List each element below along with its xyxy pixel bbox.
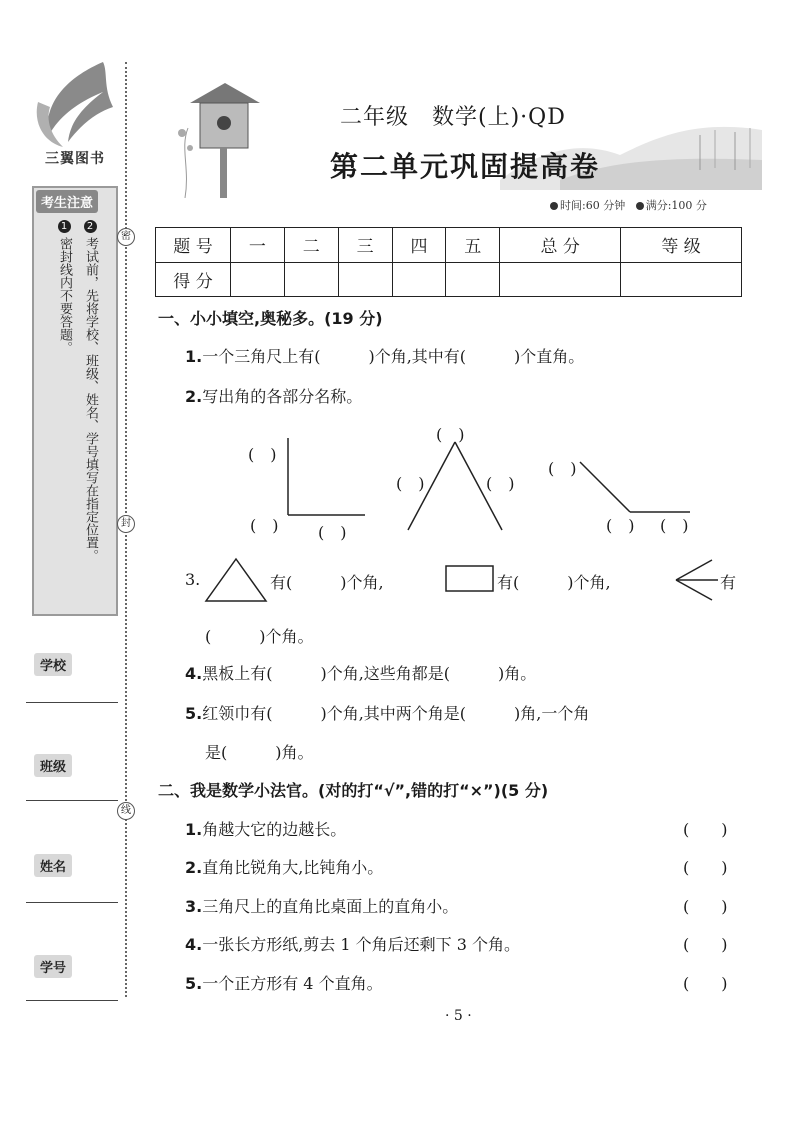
- rectangle-angle-question: 有( )个角,: [497, 573, 611, 592]
- seal-char-xian: 线: [117, 802, 135, 820]
- judge-question-5: [185, 971, 383, 994]
- paper-title: 第二单元巩固提高卷: [330, 150, 601, 183]
- answer-paren[interactable]: ( ): [683, 858, 728, 877]
- question-number: 3.: [185, 897, 203, 916]
- table-header-cell: 三: [338, 228, 392, 263]
- triangle-angle-question: 有( )个角,: [270, 573, 384, 592]
- score-cell[interactable]: [446, 262, 500, 297]
- question-text: 直角比锐角大,比钝角小。: [202, 858, 384, 877]
- question-text: 写出角的各部分名称。: [202, 387, 363, 406]
- blank-right-angle-vertex[interactable]: ( ): [250, 516, 279, 535]
- blank-obtuse-vertex[interactable]: ( ): [606, 516, 635, 535]
- question-text: 一个三角尺上有( )个角,其中有( )个直角。: [202, 347, 585, 366]
- question-1-5-cont: 是( )角。: [205, 743, 314, 762]
- exam-time: 时间:60 分钟: [560, 199, 626, 212]
- table-header-cell: 四: [392, 228, 446, 263]
- blank-acute-right-side[interactable]: ( ): [486, 474, 515, 493]
- table-row: [156, 262, 742, 297]
- name-label: 姓名: [34, 854, 72, 877]
- student-id-field[interactable]: [26, 1000, 118, 1001]
- notice-title: 考生注意: [36, 190, 98, 213]
- question-number: 2.: [185, 387, 203, 406]
- question-number: 3.: [185, 570, 201, 589]
- angle-figure-question-cont: ( )个角。: [205, 627, 314, 646]
- answer-paren[interactable]: ( ): [683, 897, 728, 916]
- question-text: 角越大它的边越长。: [202, 820, 347, 839]
- question-number: 2.: [185, 858, 203, 877]
- question-number: 5.: [185, 974, 203, 993]
- question-1-1: [185, 344, 584, 367]
- triangle-shape-icon: [202, 555, 270, 605]
- section-2-title: 二、我是数学小法官。(对的打“√”,错的打“×”)(5 分): [158, 781, 549, 800]
- blank-acute-left-side[interactable]: ( ): [396, 474, 425, 493]
- judge-question-1: [185, 817, 346, 840]
- question-1-5: [185, 701, 589, 724]
- score-cell[interactable]: [284, 262, 338, 297]
- angle-figure-question: 有: [720, 573, 737, 592]
- question-1-2: [185, 384, 362, 407]
- notice-text-1: 密封线内不要答题。: [57, 237, 72, 354]
- question-text: 一个正方形有 4 个直角。: [202, 974, 383, 993]
- check-circle-icon: [636, 202, 644, 210]
- class-field[interactable]: [26, 800, 118, 801]
- publisher-brand: 三翼图书: [45, 151, 105, 167]
- score-row-label: 得 分: [156, 262, 231, 297]
- notice-number-2: 2: [84, 220, 97, 233]
- answer-paren[interactable]: ( ): [683, 820, 728, 839]
- angle-diagrams: [240, 420, 720, 540]
- score-cell[interactable]: [338, 262, 392, 297]
- score-table: [155, 227, 742, 297]
- rectangle-shape-icon: [445, 565, 495, 593]
- score-cell[interactable]: [392, 262, 446, 297]
- name-field[interactable]: [26, 902, 118, 903]
- table-header-cell: 五: [446, 228, 500, 263]
- section-1-title: 一、小小填空,奥秘多。(19 分): [158, 309, 383, 328]
- school-field[interactable]: [26, 702, 118, 703]
- table-header-cell: 一: [231, 228, 285, 263]
- table-header-cell: 等 级: [621, 228, 742, 263]
- grade-subject-title: 二年级 数学(上)·QD: [340, 105, 566, 130]
- obtuse-angle-slanted-side: [580, 462, 630, 512]
- notice-item-2: [76, 220, 98, 562]
- table-header-cell: 二: [284, 228, 338, 263]
- table-header-cell: 总 分: [500, 228, 621, 263]
- score-cell[interactable]: [621, 262, 742, 297]
- score-cell[interactable]: [231, 262, 285, 297]
- exam-notice-panel: [32, 186, 118, 616]
- clock-icon: [550, 202, 558, 210]
- blank-right-angle-base[interactable]: ( ): [318, 523, 347, 542]
- answer-paren[interactable]: ( ): [683, 935, 728, 954]
- student-id-label: 学号: [34, 955, 72, 978]
- seal-char-mi: 密: [117, 228, 135, 246]
- school-label: 学校: [34, 653, 72, 676]
- exam-meta: [550, 197, 707, 213]
- question-text: 黑板上有( )个角,这些角都是( )角。: [202, 664, 537, 683]
- table-row: [156, 228, 742, 263]
- notice-number-1: 1: [58, 220, 71, 233]
- page-number: · 5 ·: [445, 1008, 472, 1024]
- blank-acute-vertex[interactable]: ( ): [436, 425, 465, 444]
- question-number: 4.: [185, 935, 203, 954]
- judge-question-3: [185, 894, 458, 917]
- exam-full-score: 满分:100 分: [645, 199, 707, 212]
- table-header-cell: 题 号: [156, 228, 231, 263]
- question-number: 4.: [185, 664, 203, 683]
- notice-text-2: 考试前，先将学校、班级、姓名、学号填写在指定位置。: [83, 237, 98, 562]
- question-number: 5.: [185, 704, 203, 723]
- question-text: 三角尺上的直角比桌面上的直角小。: [202, 897, 459, 916]
- judge-question-2: [185, 855, 383, 878]
- angle-shape-icon: [672, 556, 720, 604]
- blank-right-angle-side[interactable]: ( ): [248, 445, 277, 464]
- judge-question-4: [185, 932, 520, 955]
- question-number: 1.: [185, 820, 203, 839]
- question-1-4: [185, 661, 536, 684]
- birdhouse-illustration-icon: [170, 78, 270, 198]
- class-label: 班级: [34, 754, 72, 777]
- question-number: 1.: [185, 347, 203, 366]
- seal-char-feng: 封: [117, 515, 135, 533]
- answer-paren[interactable]: ( ): [683, 974, 728, 993]
- question-text: 一张长方形纸,剪去 1 个角后还剩下 3 个角。: [202, 935, 521, 954]
- score-cell[interactable]: [500, 262, 621, 297]
- question-text: 红领巾有( )个角,其中两个角是( )角,一个角: [202, 704, 590, 723]
- blank-obtuse-side[interactable]: ( ): [548, 459, 577, 478]
- blank-obtuse-base[interactable]: ( ): [660, 516, 689, 535]
- notice-item-1: [50, 220, 72, 354]
